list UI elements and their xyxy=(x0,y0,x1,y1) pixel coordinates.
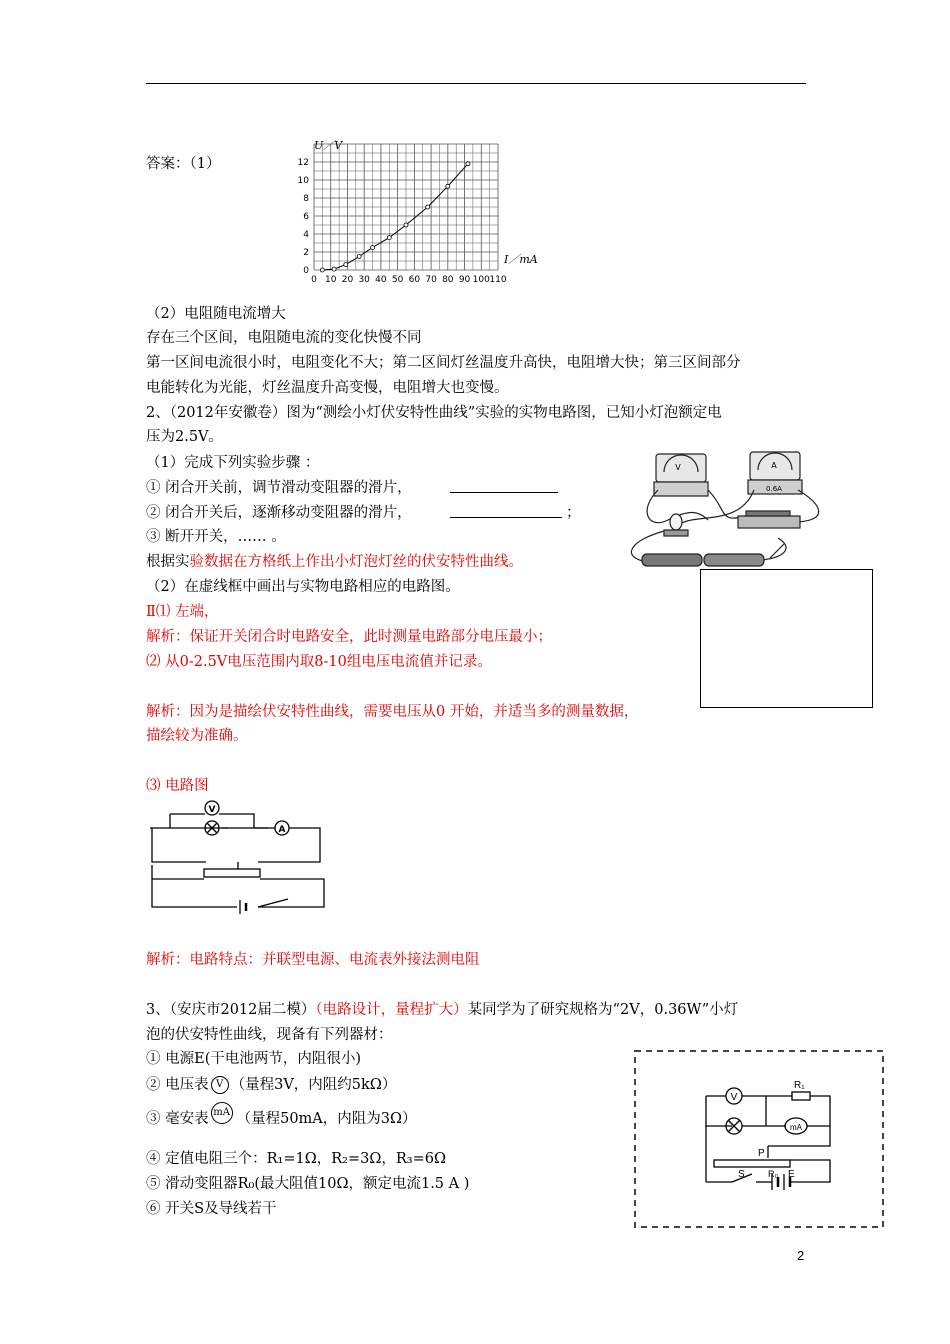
line-10: ③ 断开开关，…… 。 xyxy=(146,529,286,545)
line-3: 第一区间电流很小时，电阻变化不大；第二区间灯丝温度升高快，电阻增大快；第三区间部分 xyxy=(146,355,741,371)
photo-range-label: 0.6A xyxy=(766,485,782,493)
c3-p-label: P xyxy=(758,1148,765,1159)
line-20: 3、（安庆市2012届二模）（电路设计，量程扩大）某同学为了研究规格为“2V，0.36W”小灯 xyxy=(146,1002,739,1018)
x-tick-label: 110 xyxy=(489,275,507,285)
y-tick-label: 4 xyxy=(303,230,309,240)
c3-milliammeter: mA xyxy=(790,1123,802,1132)
y-tick-label: 0 xyxy=(303,266,309,276)
x-axis-label: I／mA xyxy=(504,253,538,266)
photo-ammeter-label: A xyxy=(771,461,777,470)
item-3: ③ 毫安表 mA （量程50mA，内阻为3Ω） xyxy=(146,1108,417,1130)
line-9: ② 闭合开关后，逐渐移动变阻器的滑片， xyxy=(146,505,412,521)
answer-part-3: ⑶ 电路图 xyxy=(146,778,209,794)
ui-curve-chart xyxy=(290,135,550,285)
x-tick-label: 80 xyxy=(442,275,454,285)
line-6: 压为2.5V。 xyxy=(146,429,224,445)
c3-e-label: E xyxy=(788,1169,795,1180)
x-tick-label: 0 xyxy=(311,275,317,285)
x-tick-label: 100 xyxy=(472,275,490,285)
line-21: 泡的伏安特性曲线，现备有下列器材： xyxy=(146,1027,393,1043)
data-point xyxy=(387,236,391,240)
line-8: ① 闭合开关前，调节滑动变阻器的滑片， xyxy=(146,480,412,496)
apparatus-illustration xyxy=(628,450,878,570)
data-point xyxy=(426,205,430,209)
data-point xyxy=(446,184,450,188)
analysis-3: 解析：电路特点：并联型电源、电流表外接法测电阻 xyxy=(146,952,480,968)
line-12: （2）在虚线框中画出与实物电路相应的电路图。 xyxy=(146,579,460,595)
blank-underline-2 xyxy=(450,517,562,518)
y-tick-label: 12 xyxy=(297,158,309,168)
x-tick-label: 50 xyxy=(391,275,404,285)
item-6: ⑥ 开关S及导线若干 xyxy=(146,1201,277,1217)
data-point xyxy=(357,255,361,259)
item-5: ⑤ 滑动变阻器R₀(最大阻值10Ω，额定电流1.5 A ) xyxy=(146,1176,470,1192)
item-1: ① 电源E(干电池两节，内阻很小) xyxy=(146,1051,362,1067)
answer-part-1: Ⅱ⑴ 左端， xyxy=(146,604,219,620)
data-point xyxy=(371,246,375,250)
milliammeter-inline-icon: mA xyxy=(211,1102,233,1124)
photo-voltmeter-label: V xyxy=(675,463,681,472)
line-5: 2、（2012年安徽卷）图为“测绘小灯伏安特性曲线”实验的实物电路图，已知小灯泡额定电 xyxy=(146,405,722,421)
circuit-diagram xyxy=(148,797,338,917)
data-point xyxy=(320,268,324,272)
line-9-end: ； xyxy=(566,505,581,521)
ammeter-symbol: A xyxy=(278,825,286,835)
answer-box xyxy=(700,569,873,708)
answer-label: 答案：（1） xyxy=(146,156,221,172)
c3-voltmeter: V xyxy=(730,1092,738,1103)
item-4: ④ 定值电阻三个：R₁=1Ω，R₂=3Ω，R₃=6Ω xyxy=(146,1151,446,1167)
header-rule xyxy=(146,83,806,84)
y-axis-label: U／V xyxy=(314,139,343,152)
y-tick-label: 6 xyxy=(303,212,309,222)
analysis-2-cont: 描绘较为准确。 xyxy=(146,728,248,744)
line-4: 电能转化为光能，灯丝温度升高变慢，电阻增大也变慢。 xyxy=(146,380,509,396)
analysis-1: 解析：保证开关闭合时电路安全，此时测量电路部分电压最小； xyxy=(146,629,552,645)
x-tick-label: 90 xyxy=(458,275,471,285)
y-tick-label: 10 xyxy=(297,176,309,186)
voltmeter-inline-icon: V xyxy=(211,1076,229,1094)
line-11: 根据实验数据在方格纸上作出小灯泡灯丝的伏安特性曲线。 xyxy=(146,554,523,570)
answer-part-2: ⑵ 从0-2.5V电压范围内取8-10组电压电流值并记录。 xyxy=(146,654,492,670)
line-7: （1）完成下列实验步骤 ： xyxy=(146,455,320,471)
x-tick-label: 70 xyxy=(425,275,437,285)
data-point xyxy=(404,223,408,227)
y-tick-label: 2 xyxy=(303,248,309,258)
c3-s-label: S xyxy=(738,1169,745,1180)
c3-r0-label: R₀ xyxy=(768,1169,779,1179)
analysis-2: 解析：因为是描绘伏安特性曲线，需要电压从0 开始，并适当多的测量数据， xyxy=(146,704,639,720)
data-point xyxy=(332,267,336,271)
x-tick-label: 40 xyxy=(375,275,387,285)
circuit-3-box xyxy=(634,1050,886,1230)
x-tick-label: 60 xyxy=(408,275,421,285)
x-tick-label: 20 xyxy=(341,275,354,285)
y-tick-label: 8 xyxy=(303,194,309,204)
c3-r1-label: R₁ xyxy=(794,1080,805,1091)
line-2: 存在三个区间，电阻随电流的变化快慢不同 xyxy=(146,330,422,346)
x-tick-label: 30 xyxy=(358,275,370,285)
blank-underline-1 xyxy=(450,492,558,493)
data-point xyxy=(344,263,348,267)
item-2: ② 电压表 V （量程3V，内阻约5kΩ） xyxy=(146,1077,397,1093)
voltmeter-symbol: V xyxy=(208,805,216,815)
data-point xyxy=(466,162,470,166)
page-number: 2 xyxy=(797,1248,805,1263)
x-tick-label: 10 xyxy=(325,275,337,285)
line-1: （2）电阻随电流增大 xyxy=(146,306,286,322)
